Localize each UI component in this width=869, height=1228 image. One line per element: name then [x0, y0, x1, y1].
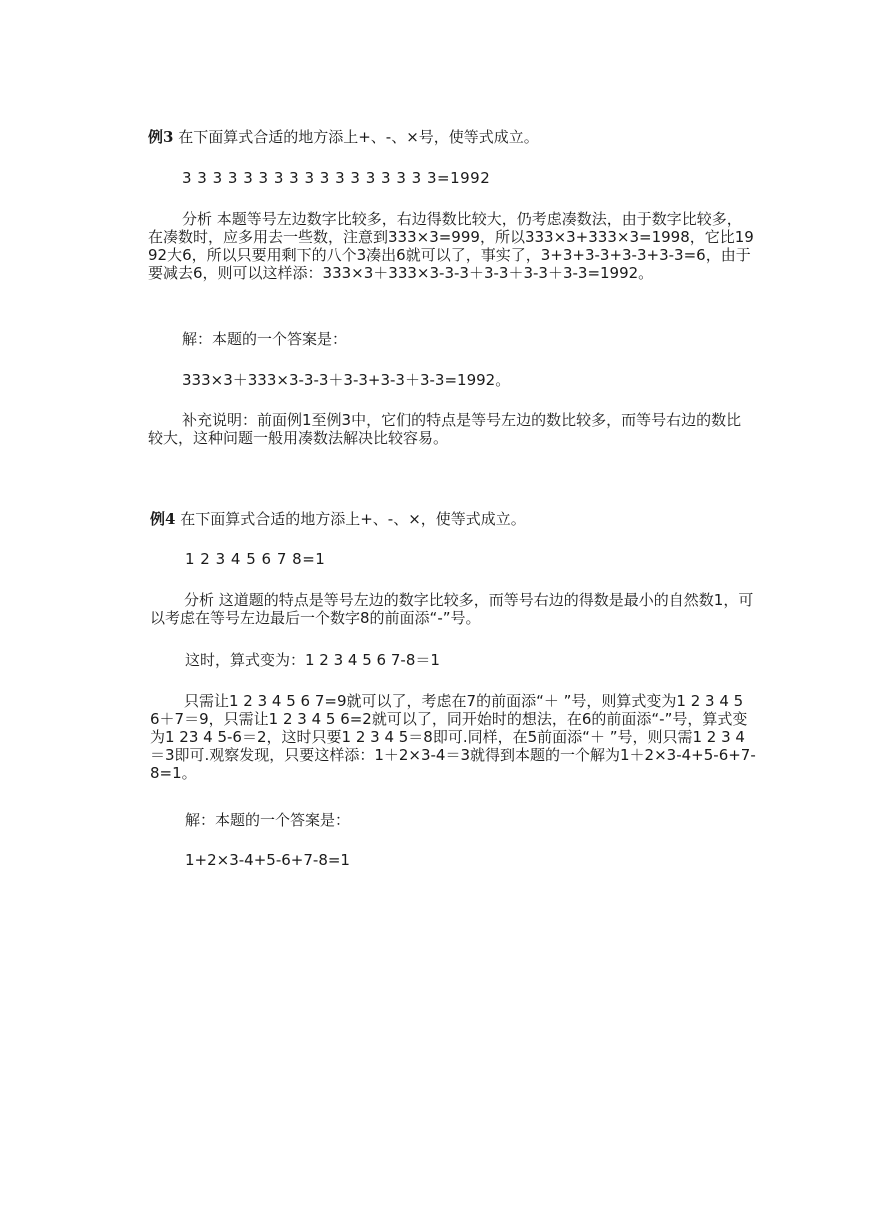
- example-3-solution: 333×3＋333×3-3-3＋3-3+3-3＋3-3=1992。: [182, 371, 511, 389]
- example-4-analysis: 分析 这道题的特点是等号左边的数字比较多，而等号右边的得数是最小的自然数1，可以考虑在等号左边最后一个数字8的前面添“-”号。: [150, 591, 754, 627]
- example-3-heading: [148, 128, 539, 146]
- example-3-solution-label: 解：本题的一个答案是：: [182, 330, 348, 348]
- example-4-solution: 1+2×3-4+5-6+7-8=1: [185, 851, 350, 869]
- example-4-solution-label: 解：本题的一个答案是：: [185, 811, 351, 829]
- example-3-equation: 3 3 3 3 3 3 3 3 3 3 3 3 3 3 3 3 3=1992: [182, 169, 491, 187]
- example-3-note: 补充说明：前面例1至例3中，它们的特点是等号左边的数比较多，而等号右边的数比较大，这种问题一般用凑数法解决比较容易。: [148, 411, 742, 447]
- example-3-title: 在下面算式合适的地方添上+、-、×号，使等式成立。: [178, 128, 539, 146]
- example-3-label: 例3: [148, 128, 174, 146]
- example-4-steps: 只需让1 2 3 4 5 6 7=9就可以了，考虑在7的前面添“＋ ”号，则算式变为1 2 3 4 5 6＋7＝9，只需让1 2 3 4 5 6=2就可以了，同开始时的想法，在6的前面添“-”号，算式变为1 23 4 5-6＝2，这时只要1 2 3 4 5＝8即可.同样，在5前面添“＋ ”号，则只需1 2 3 4＝3即可.观察发现，只要这样添：1＋2×3-4＝3就得到本题的一个解为1＋2×3-4+5-6+7-8=1。: [150, 692, 756, 782]
- example-4-transform: 这时，算式变为：1 2 3 4 5 6 7-8＝1: [185, 651, 440, 669]
- example-4-equation: 1 2 3 4 5 6 7 8=1: [185, 550, 326, 568]
- example-4-heading: [150, 510, 526, 528]
- example-4-label: 例4: [150, 510, 176, 528]
- example-3-analysis: 分析 本题等号左边数字比较多，右边得数比较大，仍考虑凑数法，由于数字比较多，在凑数时，应多用去一些数，注意到333×3=999，所以333×3+333×3=1998，它比1992大6，所以只要用剩下的八个3凑出6就可以了，事实了，3+3+3-3+3-3+3-3=6，由于要减去6，则可以这样添：333×3＋333×3-3-3＋3-3＋3-3＋3-3=1992。: [148, 210, 754, 282]
- example-4-title: 在下面算式合适的地方添上+、-、×，使等式成立。: [180, 510, 526, 528]
